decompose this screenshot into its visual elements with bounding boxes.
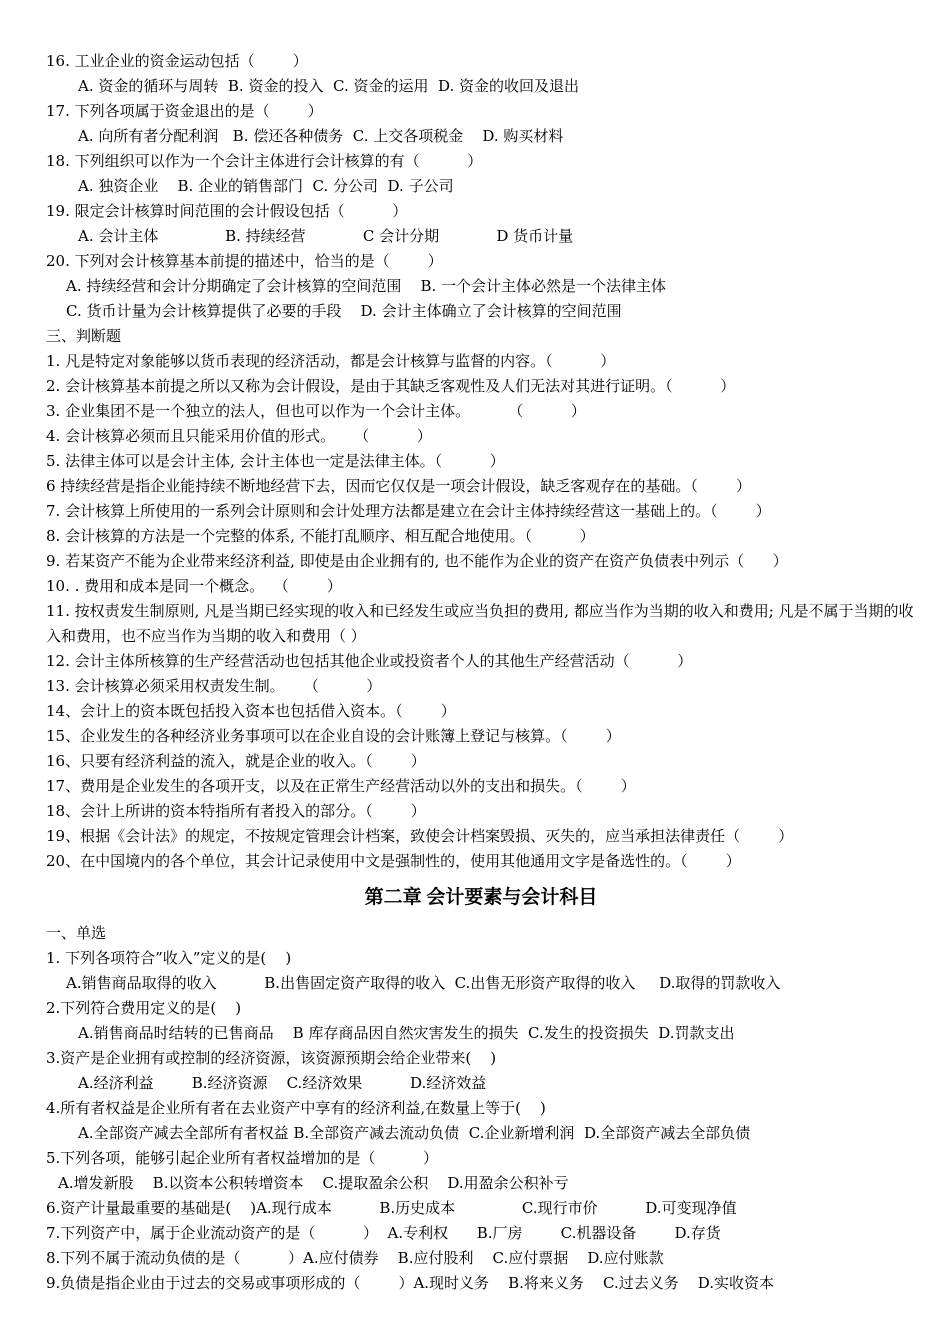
text-line: 14、会计上的资本既包括投入资本也包括借入资本。（ ） <box>46 702 456 720</box>
text-line: 18. 下列组织可以作为一个会计主体进行会计核算的有（ ） <box>46 152 483 170</box>
text-line: A.销售商品时结转的已售商品 B 库存商品因自然灾害发生的损失 C.发生的投资损失 D.罚款支出 <box>78 1024 735 1042</box>
section-questions-part2 <box>46 921 916 1296</box>
question-line-wrapped: 11. 按权责发生制原则, 凡是当期已经实现的收入和已经发生或应当负担的费用, 都应当作为当期的收入和费用; 凡是不属于当期的收入和费用，也不应当作为当期的收入和费用（ ） <box>46 602 914 645</box>
text-line: 7. 会计核算上所使用的一系列会计原则和会计处理方法都是建立在会计主体持续经营这一基础上的。（ ） <box>46 502 771 520</box>
text-line: 三、判断题 <box>46 327 122 345</box>
text-line: 12. 会计主体所核算的生产经营活动也包括其他企业或投资者个人的其他生产经营活动（ ） <box>46 652 693 670</box>
text-line: 16. 工业企业的资金运动包括（ ） <box>46 52 308 70</box>
text-line: A. 向所有者分配利润 B. 偿还各种债务 C. 上交各项税金 D. 购买材料 <box>78 127 564 145</box>
text-line: 19. 限定会计核算时间范围的会计假设包括（ ） <box>46 202 408 220</box>
text-line: 4. 会计核算必须而且只能采用价值的形式。 （ ） <box>46 427 432 445</box>
text-line: 17、费用是企业发生的各项开支，以及在正常生产经营活动以外的支出和损失。（ ） <box>46 777 636 795</box>
section-questions-part1 <box>46 49 916 599</box>
text-line: 3. 企业集团不是一个独立的法人，但也可以作为一个会计主体。 （ ） <box>46 402 586 420</box>
text-line: 6 持续经营是指企业能持续不断地经营下去，因而它仅仅是一项会计假设，缺乏客观存在的基础。（ ） <box>46 477 751 495</box>
text-line: 15、企业发生的各种经济业务事项可以在企业自设的会计账簿上登记与核算。（ ） <box>46 727 621 745</box>
text-line: 8. 会计核算的方法是一个完整的体系, 不能打乱顺序、相互配合地使用。（ ） <box>46 527 595 545</box>
text-line: 8.下列不属于流动负债的是（ ）A.应付债券 B.应付股利 C.应付票据 D.应付账款 <box>46 1249 664 1267</box>
text-line: A.销售商品取得的收入 B.出售固定资产取得的收入 C.出售无形资产取得的收入 D.取得的罚款收入 <box>66 974 781 992</box>
text-line: A. 独资企业 B. 企业的销售部门 C. 分公司 D. 子公司 <box>78 177 454 195</box>
text-line: A.经济利益 B.经济资源 C.经济效果 D.经济效益 <box>78 1074 487 1092</box>
text-line: A. 持续经营和会计分期确定了会计核算的空间范围 B. 一个会计主体必然是一个法律主体 <box>66 277 667 295</box>
text-line: 20、在中国境内的各个单位，其会计记录使用中文是强制性的，使用其他通用文字是备选性的。（ ） <box>46 852 741 870</box>
text-line: 19、根据《会计法》的规定，不按规定管理会计档案，致使会计档案毁损、灭失的，应当承担法律责任（ ） <box>46 827 794 845</box>
text-line: A. 会计主体 B. 持续经营 C 会计分期 D 货币计量 <box>78 227 574 245</box>
text-line: C. 货币计量为会计核算提供了必要的手段 D. 会计主体确立了会计核算的空间范围 <box>66 302 622 320</box>
text-line: 5.下列各项，能够引起企业所有者权益增加的是（ ） <box>46 1149 438 1167</box>
text-line: 9.负债是指企业由于过去的交易或事项形成的（ ）A.现时义务 B.将来义务 C.过去义务 D.实收资本 <box>46 1274 775 1292</box>
text-line: 2.下列符合费用定义的是( ) <box>46 999 242 1017</box>
document-page <box>46 49 916 1296</box>
text-line: 9. 若某资产不能为企业带来经济利益, 即使是由企业拥有的, 也不能作为企业的资产在资产负债表中列示（ ） <box>46 552 788 570</box>
text-line: 1. 凡是特定对象能够以货币表现的经济活动，都是会计核算与监督的内容。（ ） <box>46 352 616 370</box>
text-line: 5. 法律主体可以是会计主体, 会计主体也一定是法律主体。（ ） <box>46 452 505 470</box>
text-line: 10. . 费用和成本是同一个概念。 （ ） <box>46 577 342 595</box>
section-questions-part1b <box>46 649 916 874</box>
text-line: 16、只要有经济利益的流入，就是企业的收入。（ ） <box>46 752 426 770</box>
text-line: 4.所有者权益是企业所有者在去业资产中享有的经济利益,在数量上等于( ) <box>46 1099 546 1117</box>
text-line: 2. 会计核算基本前提之所以又称为会计假设，是由于其缺乏客观性及人们无法对其进行证明。（ ） <box>46 377 736 395</box>
text-line: A.全部资产减去全部所有者权益 B.全部资产减去流动负债 C.企业新增利润 D.全部资产减去全部负债 <box>78 1124 751 1142</box>
text-line: 6.资产计量最重要的基础是( )A.现行成本 B.历史成本 C.现行市价 D.可变现净值 <box>46 1199 737 1217</box>
text-line: A. 资金的循环与周转 B. 资金的投入 C. 资金的运用 D. 资金的收回及退出 <box>78 77 580 95</box>
text-line: 3.资产是企业拥有或控制的经济资源，该资源预期会给企业带来( ) <box>46 1049 497 1067</box>
text-line: 20. 下列对会计核算基本前提的描述中，恰当的是（ ） <box>46 252 443 270</box>
text-line: 17. 下列各项属于资金退出的是（ ） <box>46 102 323 120</box>
text-line: 18、会计上所讲的资本特指所有者投入的部分。（ ） <box>46 802 426 820</box>
text-line: 一、单选 <box>46 924 107 942</box>
text-line: 13. 会计核算必须采用权责发生制。 （ ） <box>46 677 382 695</box>
text-line: A.增发新股 B.以资本公积转增资本 C.提取盈余公积 D.用盈余公积补亏 <box>58 1174 569 1192</box>
text-line: 1. 下列各项符合”收入”定义的是( ) <box>46 949 292 967</box>
chapter-title: 第二章 会计要素与会计科目 <box>364 887 598 908</box>
text-line: 7.下列资产中，属于企业流动资产的是（ ） A.专利权 B.厂房 C.机器设备 D.存货 <box>46 1224 721 1242</box>
